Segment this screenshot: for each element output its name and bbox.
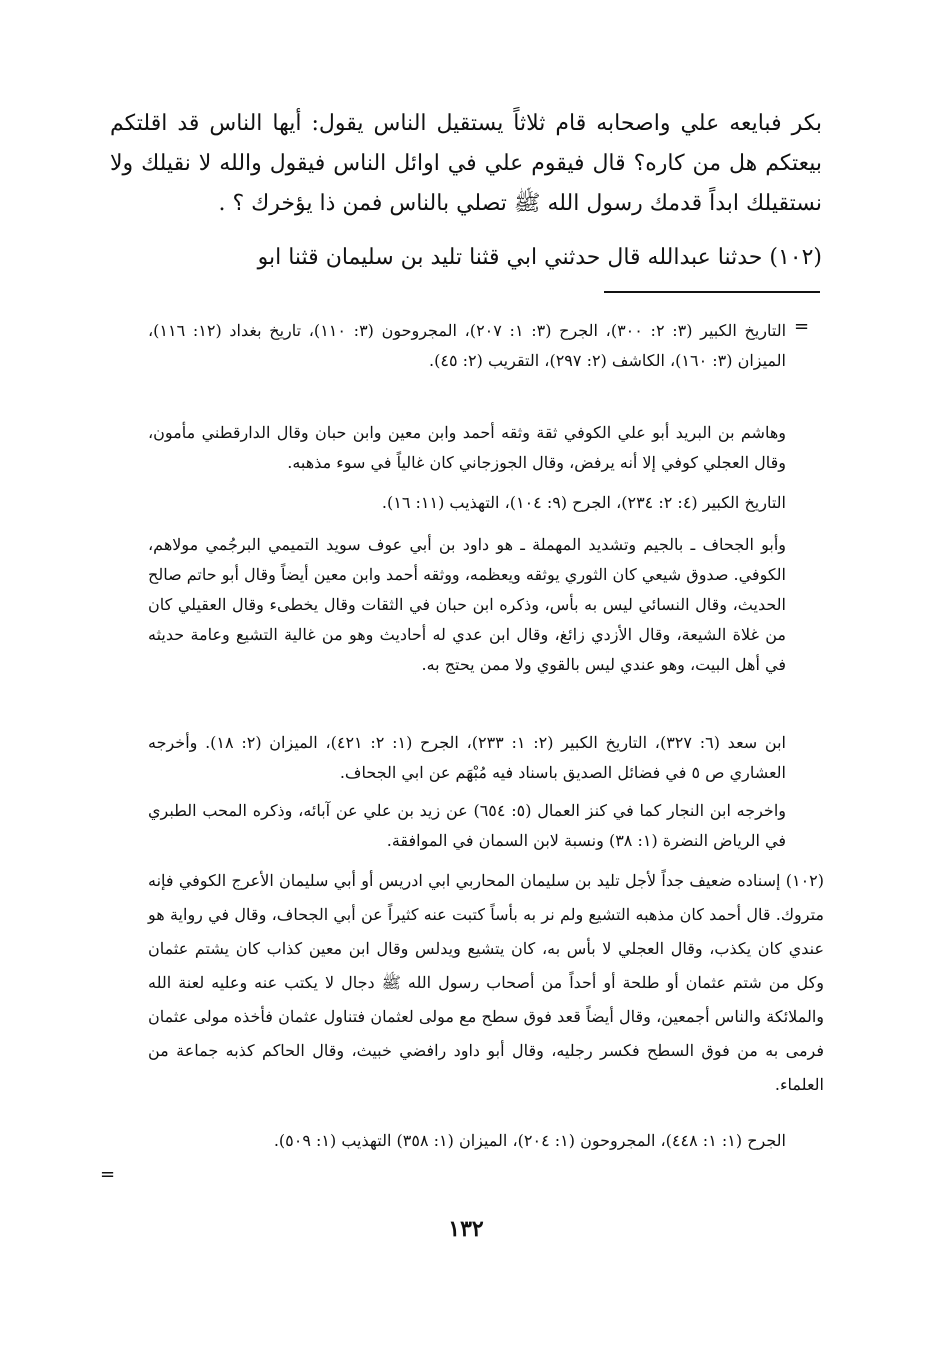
main-text-paragraph-2: (١٠٢) حدثنا عبدالله قال حدثني ابي قثنا تليد بن سليمان قثنا ابو	[257, 245, 822, 270]
footnote-continuation-marker: =	[794, 316, 810, 337]
footnote-paragraph-3: التاريخ الكبير (٤: ٢: ٢٣٤)، الجرح (٩: ١٠٤)، التهذيب (١١: ١٦).	[381, 493, 786, 512]
footnote-paragraph-2: وهاشم بن البريد أبو علي الكوفي ثقة وثقه أحمد وابن معين وابن حبان وقال الدارقطني مأمون، وقال العجلي كوفي إلا أنه يرفض، وقال الجوزجاني كان غالياً في سوء مذهبه.	[148, 423, 786, 472]
footnote-paragraph-5: ابن سعد (٦: ٣٢٧)، التاريخ الكبير (٢: ١: ٢٣٣)، الجرح (١: ٢: ٤٢١)، الميزان (٢: ١٨). وأخرجه العشاري ص ٥ في فضائل الصديق باسناد فيه مُبْهَم عن ابي الجحاف.	[148, 733, 786, 782]
page-number: ١٣٢	[448, 1216, 484, 1242]
footnote-end-marker: =	[100, 1164, 116, 1185]
footnote-paragraph-4: وأبو الجحاف ـ بالجيم وتشديد المهملة ـ هو داود بن أبي عوف سويد التميمي البرجُمي مولاهم، الكوفي. صدوق شيعي كان الثوري يوثقه ويعظمه، ووثقه أحمد وابن معين أيضاً وقال أبو حاتم صالح الحديث، وقال النسائي ليس به بأس، وذكره ابن حبان في الثقات وقال يخطىء وقال العقيلي كان من غلاة الشيعة، وقال الأزدي زائغ، وقال ابن عدي له أحاديث وهو من غالية التشيع وعامة حديثه في أهل البيت، وهو عندي ليس بالقوي ولا ممن يحتج به.	[148, 535, 786, 674]
footnote-paragraph-1: التاريخ الكبير (٣: ٢: ٣٠٠)، الجرح (٣: ١: ٢٠٧)، المجروحون (٣: ١١٠)، تاريخ بغداد (١٢: ١١٦)، الميزان (٣: ١٦٠)، الكاشف (٢: ٢٩٧)، التقريب (٢: ٤٥).	[148, 321, 787, 370]
main-text-paragraph-1: بكر فبايعه علي واصحابه قام ثلاثاً يستقيل الناس يقول: أيها الناس قد اقلتكم بيعتكم هل من كاره؟ قال فيقوم علي في اوائل الناس فيقول والله لا نقيلك ولا نستقيلك ابداً قدمك رسول الله ﷺ تصلي بالناس فمن ذا يؤخرك ؟ .	[110, 111, 822, 216]
footnote-paragraph-8: الجرح (١: ١: ٤٤٨)، المجروحون (١: ٢٠٤)، الميزان (١: ٣٥٨) التهذيب (١: ٥٠٩).	[273, 1131, 786, 1150]
footnote-separator-rule	[604, 291, 820, 293]
footnote-paragraph-7: (١٠٢) إسناده ضعيف جداً لأجل تليد بن سليمان المحاربي ابي ادريس أو أبي سليمان الأعرج الكوفي فإنه متروك. قال أحمد كان مذهبه التشيع ولم نر به بأساً كتبت عنه كثيراً عن أبي الجحاف، وقال في رواية هو عندي كان يكذب، وقال العجلي لا بأس به، كان يتشيع ويدلس وقال ابن معين كذاب كان يشتم عثمان وكل من شتم عثمان أو طلحة أو أحداً من أصحاب رسول الله ﷺ دجال لا يكتب عنه وعليه لعنة الله والملائكة والناس أجمعين، وقال أيضاً قعد فوق سطح مع مولى لعثمان فتناول عثمان فأخذه مولى عثمان فرمى به من فوق السطح فكسر رجليه، وقال أبو داود رافضي خبيث، وقال الحاكم كذبه جماعة من العلماء.	[148, 871, 825, 1094]
footnote-paragraph-6: واخرجه ابن النجار كما في كنز العمال (٥: ٦٥٤) عن زيد بن علي عن آبائه، وذكره المحب الطبري في الرياض النضرة (١: ٣٨) ونسبة لابن السمان في الموافقة.	[148, 801, 786, 850]
